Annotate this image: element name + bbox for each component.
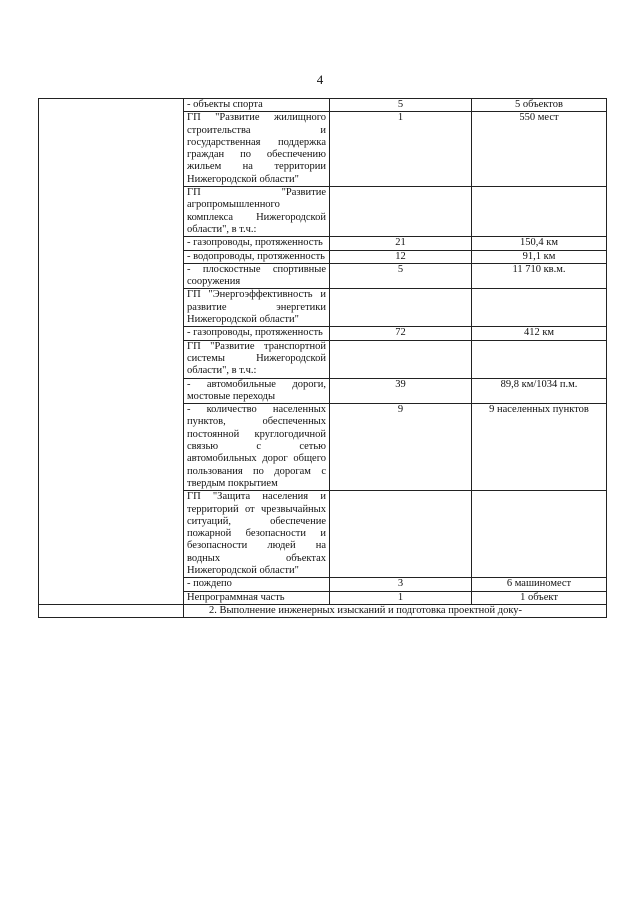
row-result: 5 объектов: [472, 99, 607, 112]
row-description: ГП "Защита населения и территорий от чрезвычайных ситуаций, обеспечение пожарной безопасности и безопасности людей на водных объектах Нижегородской области": [184, 491, 330, 578]
table-row: [39, 99, 607, 112]
row-result: [472, 340, 607, 378]
row-result: 1 объект: [472, 591, 607, 604]
row-description: - количество населенных пунктов, обеспеченных постоянной круглогодичной связью с сетью автомобильных дорог общего пользования по дорогам с твердым покрытием: [184, 404, 330, 491]
row-quantity: 5: [330, 99, 472, 112]
row-quantity: [330, 340, 472, 378]
row-result: 6 машиномест: [472, 578, 607, 591]
table-row-final: [39, 604, 607, 617]
row-result: 412 км: [472, 327, 607, 340]
row-quantity: 39: [330, 378, 472, 404]
row-description: ГП "Развитие жилищного строительства и государственная поддержка граждан по обеспечению жильем на территории Нижегородской области": [184, 112, 330, 187]
row-quantity: 12: [330, 250, 472, 263]
row-description: - водопроводы, протяженность: [184, 250, 330, 263]
row-result: 11 710 кв.м.: [472, 263, 607, 289]
left-column-cell: [39, 604, 184, 617]
row-result: 91,1 км: [472, 250, 607, 263]
row-result: 9 населенных пунктов: [472, 404, 607, 491]
row-result: [472, 491, 607, 578]
row-quantity: 9: [330, 404, 472, 491]
left-column-cell: [39, 99, 184, 605]
row-quantity: 3: [330, 578, 472, 591]
row-description: - газопроводы, протяженность: [184, 237, 330, 250]
data-table: [38, 98, 607, 618]
row-quantity: 72: [330, 327, 472, 340]
row-quantity: 21: [330, 237, 472, 250]
row-description: - объекты спорта: [184, 99, 330, 112]
row-quantity: [330, 491, 472, 578]
row-result: 89,8 км/1034 п.м.: [472, 378, 607, 404]
row-description: ГП "Энергоэффективность и развитие энергетики Нижегородской области": [184, 289, 330, 327]
row-description: - газопроводы, протяженность: [184, 327, 330, 340]
row-quantity: 5: [330, 263, 472, 289]
row-result: 550 мест: [472, 112, 607, 187]
row-quantity: 1: [330, 591, 472, 604]
row-result: 150,4 км: [472, 237, 607, 250]
row-result: [472, 187, 607, 237]
row-description: ГП "Развитие транспортной системы Нижегородской области", в т.ч.:: [184, 340, 330, 378]
row-description: Непрограммная часть: [184, 591, 330, 604]
row-quantity: [330, 187, 472, 237]
section-heading: 2. Выполнение инженерных изысканий и подготовка проектной доку-: [184, 604, 607, 617]
row-description: - пождепо: [184, 578, 330, 591]
row-description: ГП "Развитие агропромышленного комплекса Нижегородской области", в т.ч.:: [184, 187, 330, 237]
row-description: - плоскостные спортивные сооружения: [184, 263, 330, 289]
row-result: [472, 289, 607, 327]
row-quantity: [330, 289, 472, 327]
page-number: 4: [316, 72, 324, 87]
row-quantity: 1: [330, 112, 472, 187]
row-description: - автомобильные дороги, мостовые переходы: [184, 378, 330, 404]
